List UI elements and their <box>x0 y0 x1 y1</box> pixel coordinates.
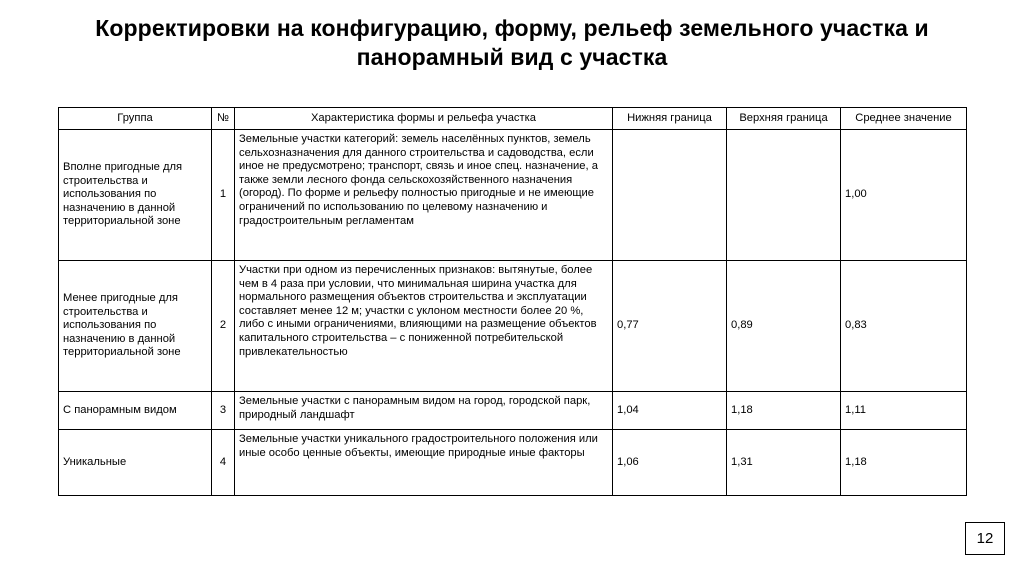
header-upper-bound: Верхняя граница <box>727 108 841 130</box>
cell-description: Земельные участки уникального градостроительного положения или иные особо ценные объекты, имеющие природные иные факторы <box>235 430 613 496</box>
cell-group: С панорамным видом <box>59 392 212 430</box>
header-group: Группа <box>59 108 212 130</box>
cell-upper-bound: 1,31 <box>727 430 841 496</box>
cell-number: 1 <box>212 130 235 261</box>
cell-number: 3 <box>212 392 235 430</box>
slide-title-line2: панорамный вид с участка <box>356 44 668 70</box>
table-row <box>59 130 967 261</box>
cell-lower-bound: 1,06 <box>613 430 727 496</box>
cell-number: 4 <box>212 430 235 496</box>
cell-description: Земельные участки с панорамным видом на город, городской парк, природный ландшафт <box>235 392 613 430</box>
cell-group: Уникальные <box>59 430 212 496</box>
cell-number: 2 <box>212 261 235 392</box>
table-row <box>59 392 967 430</box>
page-number-badge: 12 <box>965 522 1005 555</box>
table-row <box>59 261 967 392</box>
cell-upper-bound <box>727 130 841 261</box>
table-row <box>59 430 967 496</box>
cell-lower-bound: 1,04 <box>613 392 727 430</box>
slide-title-line1: Корректировки на конфигурацию, форму, рельеф земельного участка и <box>95 15 929 41</box>
cell-average: 0,83 <box>841 261 967 392</box>
table-header-row <box>59 108 967 130</box>
header-average: Среднее значение <box>841 108 967 130</box>
slide-title <box>40 14 984 72</box>
adjustment-table <box>58 107 967 496</box>
header-description: Характеристика формы и рельефа участка <box>235 108 613 130</box>
cell-average: 1,11 <box>841 392 967 430</box>
cell-description: Участки при одном из перечисленных признаков: вытянутые, более чем в 4 раза при условии, что минимальная ширина участка для нормального размещения объектов строительства и эксплуатации составляет менее 12 м; участки с уклоном местности более 20 %, либо с иными ограничениями, влияющими на размещение объектов капитального строительства – с пониженной потребительской привлекательностью <box>235 261 613 392</box>
cell-average: 1,00 <box>841 130 967 261</box>
cell-upper-bound: 1,18 <box>727 392 841 430</box>
cell-group: Вполне пригодные для строительства и использования по назначению в данной территориальной зоне <box>59 130 212 261</box>
cell-description: Земельные участки категорий: земель населённых пунктов, земель сельхозназначения для данного строительства и садоводства, если иное не предусмотрено; транспорт, связь и иное спец. назначение, а также земли лесного фонда сельскохозяйственного назначения (огород). По форме и рельефу полностью пригодные и не имеющие ограничений по использованию по целевому назначению и градостроительным регламентам <box>235 130 613 261</box>
header-number: № <box>212 108 235 130</box>
cell-upper-bound: 0,89 <box>727 261 841 392</box>
adjustment-table-container <box>58 107 966 496</box>
cell-group: Менее пригодные для строительства и использования по назначению в данной территориальной зоне <box>59 261 212 392</box>
cell-lower-bound: 0,77 <box>613 261 727 392</box>
cell-lower-bound <box>613 130 727 261</box>
cell-average: 1,18 <box>841 430 967 496</box>
header-lower-bound: Нижняя граница <box>613 108 727 130</box>
